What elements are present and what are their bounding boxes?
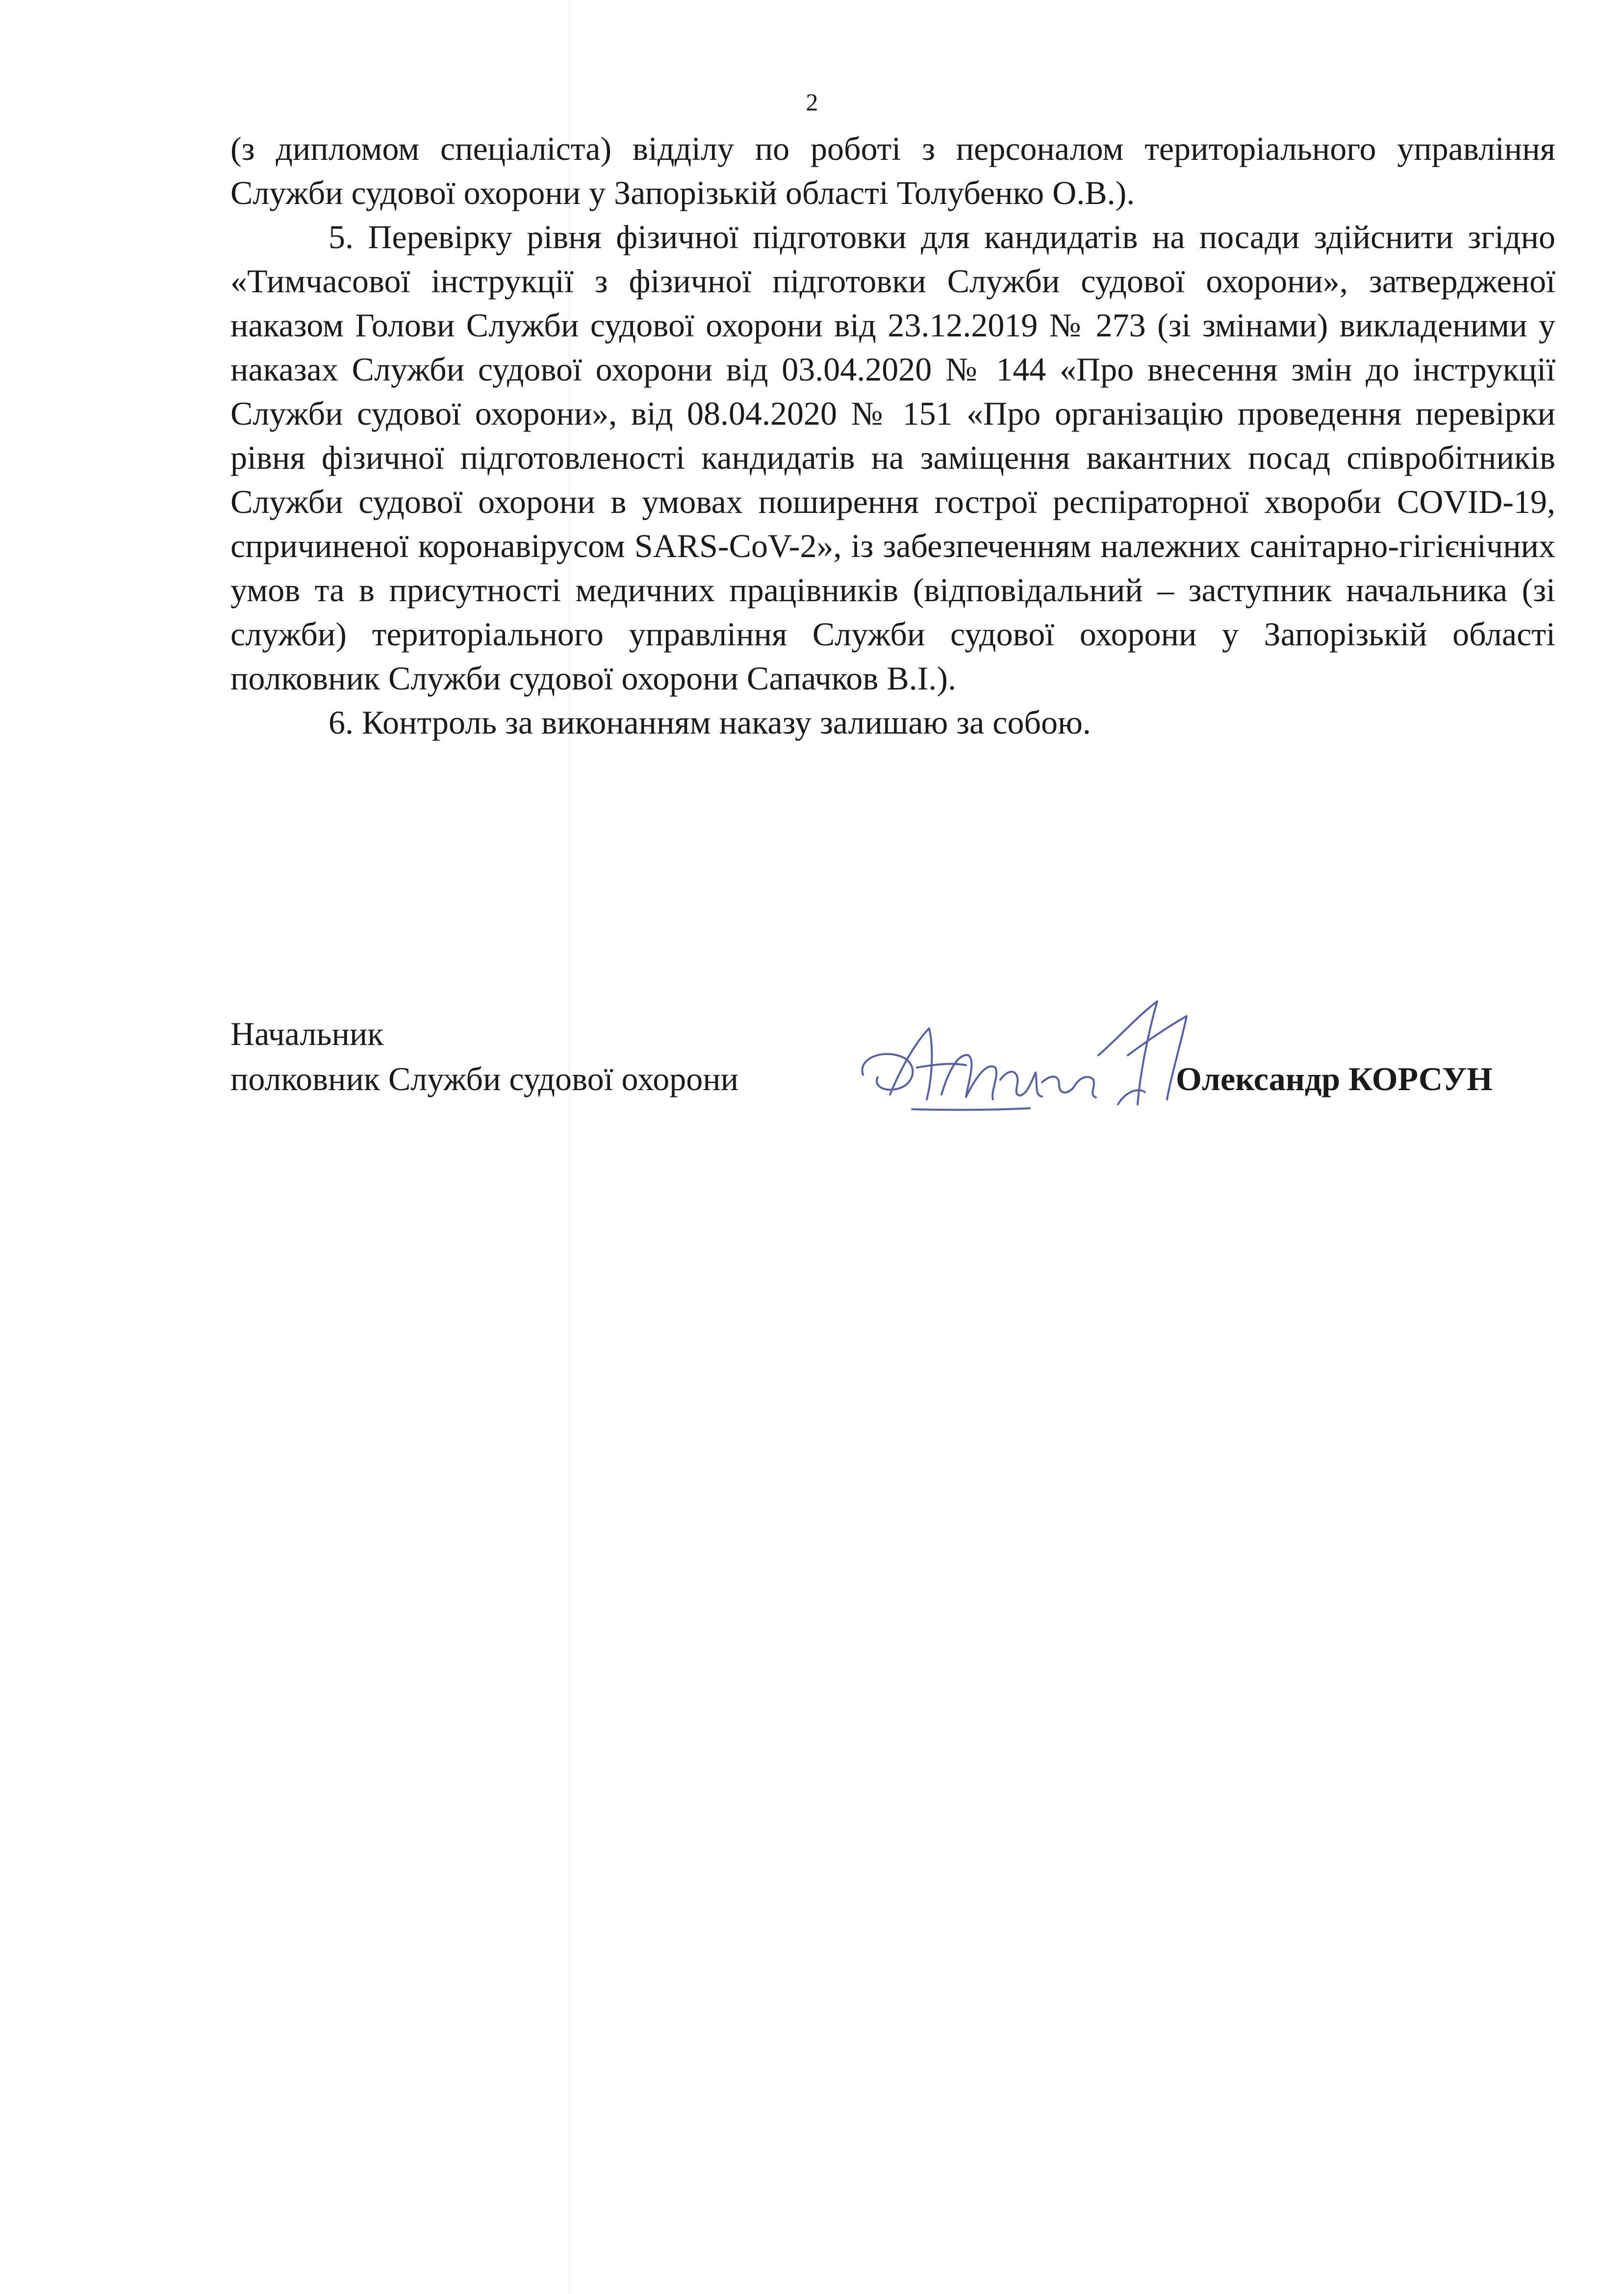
document-body: [230, 127, 1555, 744]
paragraph-continuation: (з дипломом спеціаліста) відділу по роботі з персоналом територіального управління Служби судової охорони у Запорізькій області Толубенко О.В.).: [230, 130, 1555, 211]
signatory-rank: полковник Служби судової охорони: [230, 1060, 739, 1097]
page-number: 2: [806, 88, 818, 116]
handwritten-signature: [843, 982, 1226, 1139]
signatory-name: Олександр КОРСУН: [1176, 1060, 1493, 1097]
signature-block: [230, 1011, 1555, 1139]
paragraph-item-6: 6. Контроль за виконанням наказу залишаю за собою.: [329, 704, 1091, 741]
paragraph-item-5: 5. Перевірку рівня фізичної підготовки для кандидатів на посади здійснити згідно «Тимчасової інструкції з фізичної підготовки Служби судової охорони», затвердженої наказом Голови Служби судової охорони від 23.12.2019 № 273 (зі змінами) викладеними у наказах Служби судової охорони від 03.04.2020 № 144 «Про внесення змін до інструкції Служби судової охорони», від 08.04.2020 № 151 «Про організацію проведення перевірки рівня фізичної підготовленості кандидатів на заміщення вакантних посад співробітників Служби судової охорони в умовах поширення гострої респіраторної хвороби COVID-19, спричиненої коронавірусом SARS-CoV-2», із забезпеченням належних санітарно-гігієнічних умов та в присутності медичних працівників (відповідальний – заступник начальника (зі служби) територіального управління Служби судової охорони у Запорізькій області полковник Служби судової охорони Сапачков В.І.).: [230, 218, 1555, 697]
signatory-title: Начальник: [230, 1015, 384, 1052]
